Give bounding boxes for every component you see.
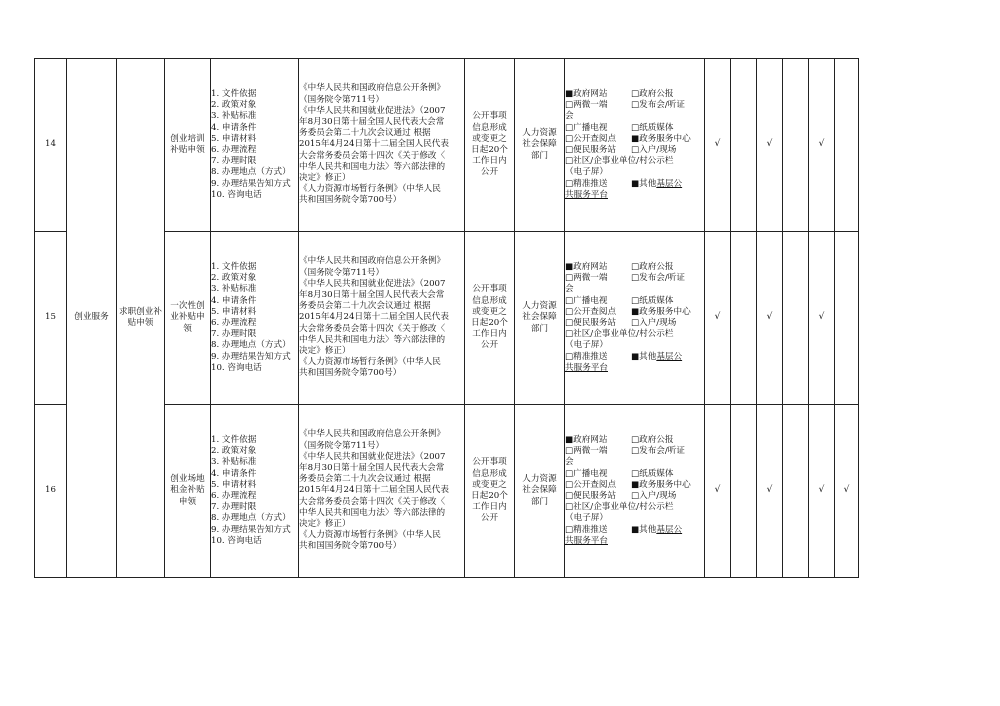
basis-line: 务委员会第二十九次会议通过 根据 <box>299 474 431 485</box>
dept-cell <box>515 59 565 232</box>
basis-line: 大会常务委员会第十四次《关于修改〈 <box>299 496 446 507</box>
check-mark: √ <box>714 139 721 150</box>
channel-option: ■其他 <box>631 524 657 535</box>
row-number: 14 <box>35 59 67 232</box>
channel-option: □两微一端 <box>565 100 608 111</box>
check-cell <box>757 232 783 405</box>
check-cell <box>757 405 783 578</box>
channel-row <box>565 134 704 145</box>
basis-line: 务委员会第二十九次会议通过 根据 <box>299 301 431 312</box>
basis-line: 共和国国务院令第700号） <box>299 541 402 552</box>
channel-row <box>565 480 704 491</box>
timing-cell <box>465 59 515 232</box>
content-line: 1. 文件依据 <box>211 434 257 445</box>
check-mark: √ <box>818 312 825 323</box>
basis-line: 《中华人民共和国政府信息公开条例》 <box>299 83 446 94</box>
row-number: 16 <box>35 405 67 578</box>
channel-option: □便民服务站 <box>565 491 617 501</box>
channel-option: □政府公报 <box>631 88 674 99</box>
channel-option: □社区/企事业单位/村公示栏 <box>565 502 674 513</box>
basis-line: 决定》修正） <box>299 173 351 183</box>
timing-line: 日起20个 <box>471 145 508 155</box>
channel-option: 会 <box>565 111 574 122</box>
content-line: 6. 办理流程 <box>211 318 257 328</box>
basis-line: 大会常务委员会第十四次《关于修改〈 <box>299 150 446 161</box>
channel-option: ■其他 <box>631 351 657 362</box>
channel-option: ■政务服务中心 <box>631 479 691 490</box>
channel-option: ■政府网站 <box>565 88 608 99</box>
channel-option: □精准推送 <box>565 178 608 189</box>
channel-option: ■政务服务中心 <box>631 133 691 144</box>
check-mark: √ <box>818 139 825 150</box>
content-line: 10. 咨询电话 <box>211 362 262 373</box>
timing-cell <box>465 232 515 405</box>
check-mark: √ <box>766 312 773 323</box>
table-row <box>35 59 859 232</box>
basis-line: 决定》修正） <box>299 346 351 356</box>
channel-row <box>565 145 704 156</box>
content-line: 4. 申请条件 <box>211 468 257 479</box>
basis-line: 2015年4月24日第十二届全国人民代表 <box>299 312 449 323</box>
dept-line: 部门 <box>530 150 549 161</box>
disclosure-table <box>34 58 859 578</box>
channel-other-text: 基层公 <box>656 524 683 535</box>
channel-option: □公开查阅点 <box>565 306 617 317</box>
row-number: 15 <box>35 232 67 405</box>
check-mark: √ <box>818 485 825 496</box>
channel-row <box>565 273 704 284</box>
check-cell <box>809 405 835 578</box>
content-line: 9. 办理结果告知方式 <box>211 524 291 535</box>
content-line: 7. 办理时限 <box>211 156 257 167</box>
channel-option: □入户/现场 <box>631 491 677 501</box>
channel-option: □两微一端 <box>565 273 608 284</box>
channel-other-text: 共服务平台 <box>565 362 608 373</box>
content-line: 4. 申请条件 <box>211 295 257 306</box>
item-name-line: 业补贴申 <box>170 312 205 323</box>
item-name-line: 一次性创 <box>170 301 205 312</box>
channel-option: □政府公报 <box>631 261 674 272</box>
timing-line: 公开事项 <box>472 284 507 295</box>
basis-line: 《人力资源市场暂行条例》（中华人民 <box>299 530 441 541</box>
timing-line: 公开 <box>480 167 499 178</box>
channel-option: □社区/企事业单位/村公示栏 <box>565 329 674 340</box>
content-line: 10. 咨询电话 <box>211 535 262 546</box>
channel-row <box>565 446 704 457</box>
item-name-line: 申领 <box>178 496 197 507</box>
item-name-line: 补贴申领 <box>170 145 205 155</box>
channel-option: □纸质媒体 <box>631 295 674 306</box>
item-name <box>165 232 211 405</box>
item-name <box>165 405 211 578</box>
channel-option: □公开查阅点 <box>565 479 617 490</box>
timing-line: 日起20个 <box>471 491 508 501</box>
basis-cell <box>299 232 465 405</box>
content-line: 8. 办理地点（方式） <box>211 513 291 524</box>
content-line: 6. 办理流程 <box>211 491 257 501</box>
channel-option: （电子屏） <box>565 513 608 524</box>
check-cell <box>835 59 859 232</box>
channel-option: （电子屏） <box>565 167 608 178</box>
content-line: 3. 补贴标准 <box>211 284 257 295</box>
check-cell <box>757 59 783 232</box>
item-name-line: 领 <box>183 323 192 334</box>
content-cell <box>211 59 299 232</box>
content-line: 2. 政策对象 <box>211 446 257 457</box>
channel-row <box>565 318 704 329</box>
channel-option: □发布会/听证 <box>631 273 685 284</box>
timing-line: 信息形成 <box>472 295 507 306</box>
channel-other-text: 共服务平台 <box>565 189 608 200</box>
basis-line: 大会常务委员会第十四次《关于修改〈 <box>299 323 446 334</box>
check-cell <box>705 59 731 232</box>
channel-option: □入户/现场 <box>631 145 677 155</box>
dept-line: 人力资源 <box>522 128 557 139</box>
check-mark: √ <box>714 485 721 496</box>
check-mark: √ <box>843 485 850 496</box>
basis-line: 中华人民共和国电力法〉等六部法律的 <box>299 507 446 518</box>
content-line: 8. 办理地点（方式） <box>211 340 291 351</box>
basis-line: 中华人民共和国电力法〉等六部法律的 <box>299 334 446 345</box>
check-cell <box>731 232 757 405</box>
basis-line: 共和国国务院令第700号） <box>299 195 402 206</box>
dept-line: 社会保障 <box>522 312 557 323</box>
timing-line: 工作日内 <box>472 329 507 340</box>
basis-line: 2015年4月24日第十二届全国人民代表 <box>299 139 449 150</box>
content-line: 3. 补贴标准 <box>211 457 257 468</box>
channel-option: □精准推送 <box>565 351 608 362</box>
timing-line: 日起20个 <box>471 318 508 328</box>
channel-option: 会 <box>565 457 574 468</box>
channel-option: □政府公报 <box>631 434 674 445</box>
channel-option: ■政府网站 <box>565 261 608 272</box>
channel-option: ■政务服务中心 <box>631 306 691 317</box>
channel-option: □便民服务站 <box>565 318 617 328</box>
basis-line: 务委员会第二十九次会议通过 根据 <box>299 128 431 139</box>
timing-line: 信息形成 <box>472 122 507 133</box>
basis-line: 中华人民共和国电力法〉等六部法律的 <box>299 161 446 172</box>
channel-option: （电子屏） <box>565 340 608 351</box>
basis-line: 共和国国务院令第700号） <box>299 368 402 379</box>
dept-line: 社会保障 <box>522 139 557 150</box>
dept-cell <box>515 405 565 578</box>
timing-line: 公开事项 <box>472 111 507 122</box>
channel-option: □入户/现场 <box>631 318 677 328</box>
channel-row <box>565 525 704 536</box>
check-cell <box>783 232 809 405</box>
check-cell <box>835 232 859 405</box>
content-line: 5. 申请材料 <box>211 306 257 317</box>
content-line: 5. 申请材料 <box>211 479 257 490</box>
check-cell <box>809 59 835 232</box>
dept-line: 部门 <box>530 323 549 334</box>
item-name-line: 创业培训 <box>170 133 205 144</box>
sub-category-cell <box>117 59 165 578</box>
timing-line: 公开事项 <box>472 457 507 468</box>
content-line: 1. 文件依据 <box>211 88 257 99</box>
dept-line: 人力资源 <box>522 474 557 485</box>
channel-row <box>565 296 704 307</box>
timing-line: 信息形成 <box>472 468 507 479</box>
content-cell <box>211 405 299 578</box>
channel-option: □纸质媒体 <box>631 468 674 479</box>
basis-line: （国务院令第711号） <box>299 440 385 451</box>
basis-line: 《人力资源市场暂行条例》（中华人民 <box>299 357 441 368</box>
content-line: 1. 文件依据 <box>211 261 257 272</box>
channel-other-text: 基层公 <box>656 178 683 189</box>
channel-option: ■其他 <box>631 178 657 189</box>
content-line: 4. 申请条件 <box>211 122 257 133</box>
content-line: 2. 政策对象 <box>211 100 257 111</box>
content-line: 9. 办理结果告知方式 <box>211 178 291 189</box>
timing-line: 工作日内 <box>472 502 507 513</box>
basis-cell <box>299 405 465 578</box>
channel-row <box>565 89 704 100</box>
channel-other-text: 基层公 <box>656 351 683 362</box>
dept-line: 人力资源 <box>522 301 557 312</box>
basis-line: 《中华人民共和国政府信息公开条例》 <box>299 429 446 440</box>
channel-row <box>565 123 704 134</box>
channel-option: □便民服务站 <box>565 145 617 155</box>
channels-cell <box>565 232 705 405</box>
channel-option: □精准推送 <box>565 524 608 535</box>
check-cell <box>731 405 757 578</box>
content-line: 3. 补贴标准 <box>211 111 257 122</box>
channel-option: 会 <box>565 284 574 295</box>
content-line: 5. 申请材料 <box>211 133 257 144</box>
timing-line: 或变更之 <box>472 133 507 144</box>
channel-row <box>565 262 704 273</box>
content-line: 6. 办理流程 <box>211 145 257 155</box>
timing-line: 或变更之 <box>472 306 507 317</box>
item-name-line: 创业场地 <box>170 474 205 485</box>
top-category-cell <box>67 59 117 578</box>
channel-option: □社区/企事业单位/村公示栏 <box>565 156 674 167</box>
channel-option: □广播电视 <box>565 122 608 133</box>
dept-line: 部门 <box>530 496 549 507</box>
channel-other-text: 共服务平台 <box>565 535 608 546</box>
basis-line: 年8月30日第十届全国人民代表大会常 <box>299 462 445 473</box>
channel-row <box>565 179 704 190</box>
check-cell <box>783 59 809 232</box>
channel-option: ■政府网站 <box>565 434 608 445</box>
channel-option: □两微一端 <box>565 446 608 457</box>
channel-option: □发布会/听证 <box>631 446 685 457</box>
channel-option: □广播电视 <box>565 295 608 306</box>
content-line: 2. 政策对象 <box>211 273 257 284</box>
timing-cell <box>465 405 515 578</box>
timing-line: 工作日内 <box>472 156 507 167</box>
item-name-line: 租金补贴 <box>170 485 205 496</box>
content-cell <box>211 232 299 405</box>
content-line: 7. 办理时限 <box>211 502 257 513</box>
check-cell <box>705 232 731 405</box>
check-mark: √ <box>766 485 773 496</box>
basis-cell <box>299 59 465 232</box>
basis-line: 年8月30日第十届全国人民代表大会常 <box>299 116 445 127</box>
dept-cell <box>515 232 565 405</box>
timing-line: 或变更之 <box>472 479 507 490</box>
content-line: 9. 办理结果告知方式 <box>211 351 291 362</box>
check-cell <box>809 232 835 405</box>
basis-line: 《人力资源市场暂行条例》（中华人民 <box>299 184 441 195</box>
channel-option: □广播电视 <box>565 468 608 479</box>
basis-line: 年8月30日第十届全国人民代表大会常 <box>299 289 445 300</box>
check-mark: √ <box>714 312 721 323</box>
content-line: 8. 办理地点（方式） <box>211 167 291 178</box>
basis-line: 2015年4月24日第十二届全国人民代表 <box>299 485 449 496</box>
sub-category: 求职创业补贴申领 <box>119 306 162 328</box>
channel-option: □公开查阅点 <box>565 133 617 144</box>
check-cell <box>705 405 731 578</box>
channel-row <box>565 435 704 446</box>
content-line: 7. 办理时限 <box>211 329 257 340</box>
check-mark: √ <box>766 139 773 150</box>
basis-line: 决定》修正） <box>299 519 351 529</box>
channel-row <box>565 491 704 502</box>
timing-line: 公开 <box>480 513 499 524</box>
channel-row <box>565 307 704 318</box>
top-category: 创业服务 <box>74 312 109 323</box>
channel-row <box>565 469 704 480</box>
check-cell <box>783 405 809 578</box>
dept-line: 社会保障 <box>522 485 557 496</box>
check-cell <box>731 59 757 232</box>
basis-line: 《中华人民共和国就业促进法》（2007 <box>299 105 446 116</box>
basis-line: 《中华人民共和国就业促进法》（2007 <box>299 278 446 289</box>
basis-line: （国务院令第711号） <box>299 94 385 105</box>
channel-option: □发布会/听证 <box>631 100 685 111</box>
content-line: 10. 咨询电话 <box>211 189 262 200</box>
check-cell <box>835 405 859 578</box>
channels-cell <box>565 405 705 578</box>
basis-line: 《中华人民共和国政府信息公开条例》 <box>299 256 446 267</box>
timing-line: 公开 <box>480 340 499 351</box>
channels-cell <box>565 59 705 232</box>
item-name <box>165 59 211 232</box>
basis-line: （国务院令第711号） <box>299 267 385 278</box>
channel-row <box>565 352 704 363</box>
channel-option: □纸质媒体 <box>631 122 674 133</box>
channel-row <box>565 100 704 111</box>
basis-line: 《中华人民共和国就业促进法》（2007 <box>299 451 446 462</box>
